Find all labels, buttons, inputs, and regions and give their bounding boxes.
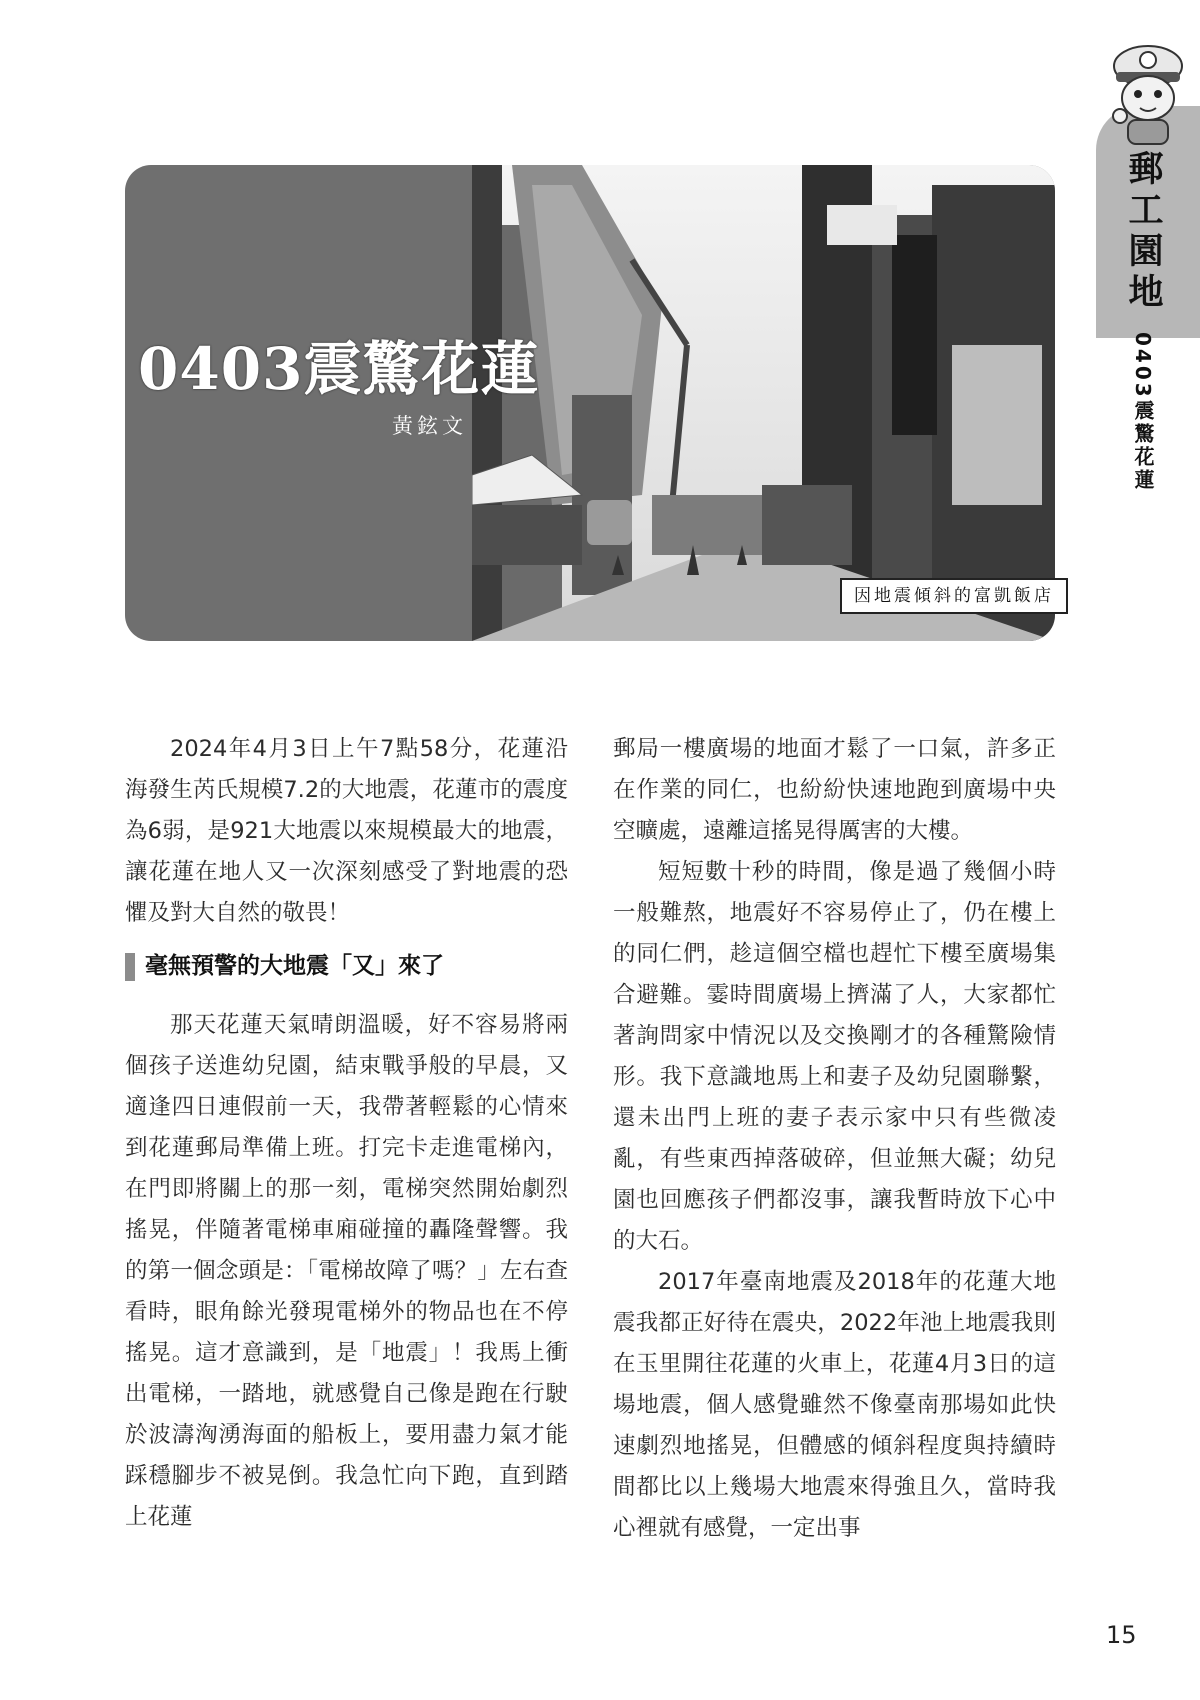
- paragraph: 2024年4月3日上午7點58分，花蓮沿海發生芮氏規模7.2的大地震，花蓮市的震度為6弱，是921大地震以來規模最大的地震，讓花蓮在地人又一次深刻感受了對地震的恐懼及對大自然的敬畏！: [125, 736, 568, 926]
- section-label: 郵工園地: [1123, 150, 1164, 314]
- section-heading: [125, 946, 568, 987]
- tilted-hotel-street-photo: [472, 165, 1055, 641]
- body-column-right: [613, 729, 1056, 1549]
- article-title: 0403震驚花蓮: [138, 335, 540, 403]
- body-column-left: [125, 729, 568, 1538]
- author-name: 黃鉉文: [392, 414, 467, 438]
- paragraph: 短短數十秒的時間，像是過了幾個小時一般難熬，地震好不容易停止了，仍在樓上的同仁們，趁這個空檔也趕忙下樓至廣場集合避難。霎時間廣場上擠滿了人，大家都忙著詢問家中情況以及交換剛才的各種驚險情形。我下意識地馬上和妻子及幼兒園聯繫，還未出門上班的妻子表示家中只有些微凌亂，有些東西掉落破碎，但並無大礙；幼兒園也回應孩子們都沒事，讓我暫時放下心中的大石。: [613, 859, 1056, 1254]
- photo-caption: 因地震傾斜的富凱飯店: [840, 578, 1068, 614]
- paragraph: 郵局一樓廣場的地面才鬆了一口氣，許多正在作業的同仁，也紛紛快速地跑到廣場中央空曠處，遠離這搖晃得厲害的大樓。: [613, 736, 1056, 844]
- heading-marker-bar: [125, 953, 135, 981]
- page-number: 15: [1106, 1621, 1137, 1649]
- paragraph: 那天花蓮天氣晴朗溫暖，好不容易將兩個孩子送進幼兒園，結束戰爭般的早晨，又適逢四日連假前一天，我帶著輕鬆的心情來到花蓮郵局準備上班。打完卡走進電梯內，在門即將關上的那一刻，電梯突然開始劇烈搖晃，伴隨著電梯車廂碰撞的轟隆聲響。我的第一個念頭是：「電梯故障了嗎？」左右查看時，眼角餘光發現電梯外的物品也在不停搖晃。這才意識到，是「地震」！我馬上衝出電梯，一踏地，就感覺自己像是跑在行駛於波濤洶湧海面的船板上，要用盡力氣才能踩穩腳步不被晃倒。我急忙向下跑，直到踏上花蓮: [125, 1012, 568, 1530]
- postman-mascot-icon: [1100, 36, 1196, 148]
- running-title: 0403震驚花蓮: [1131, 332, 1155, 492]
- paragraph: 2017年臺南地震及2018年的花蓮大地震我都正好待在震央，2022年池上地震我則在玉里開往花蓮的火車上，花蓮4月3日的這場地震，個人感覺雖然不像臺南那場如此快速劇烈地搖晃，但體感的傾斜程度與持續時間都比以上幾場大地震來得強且久，當時我心裡就有感覺，一定出事: [613, 1269, 1056, 1541]
- section-heading-text: 毫無預警的大地震「又」來了: [145, 953, 444, 979]
